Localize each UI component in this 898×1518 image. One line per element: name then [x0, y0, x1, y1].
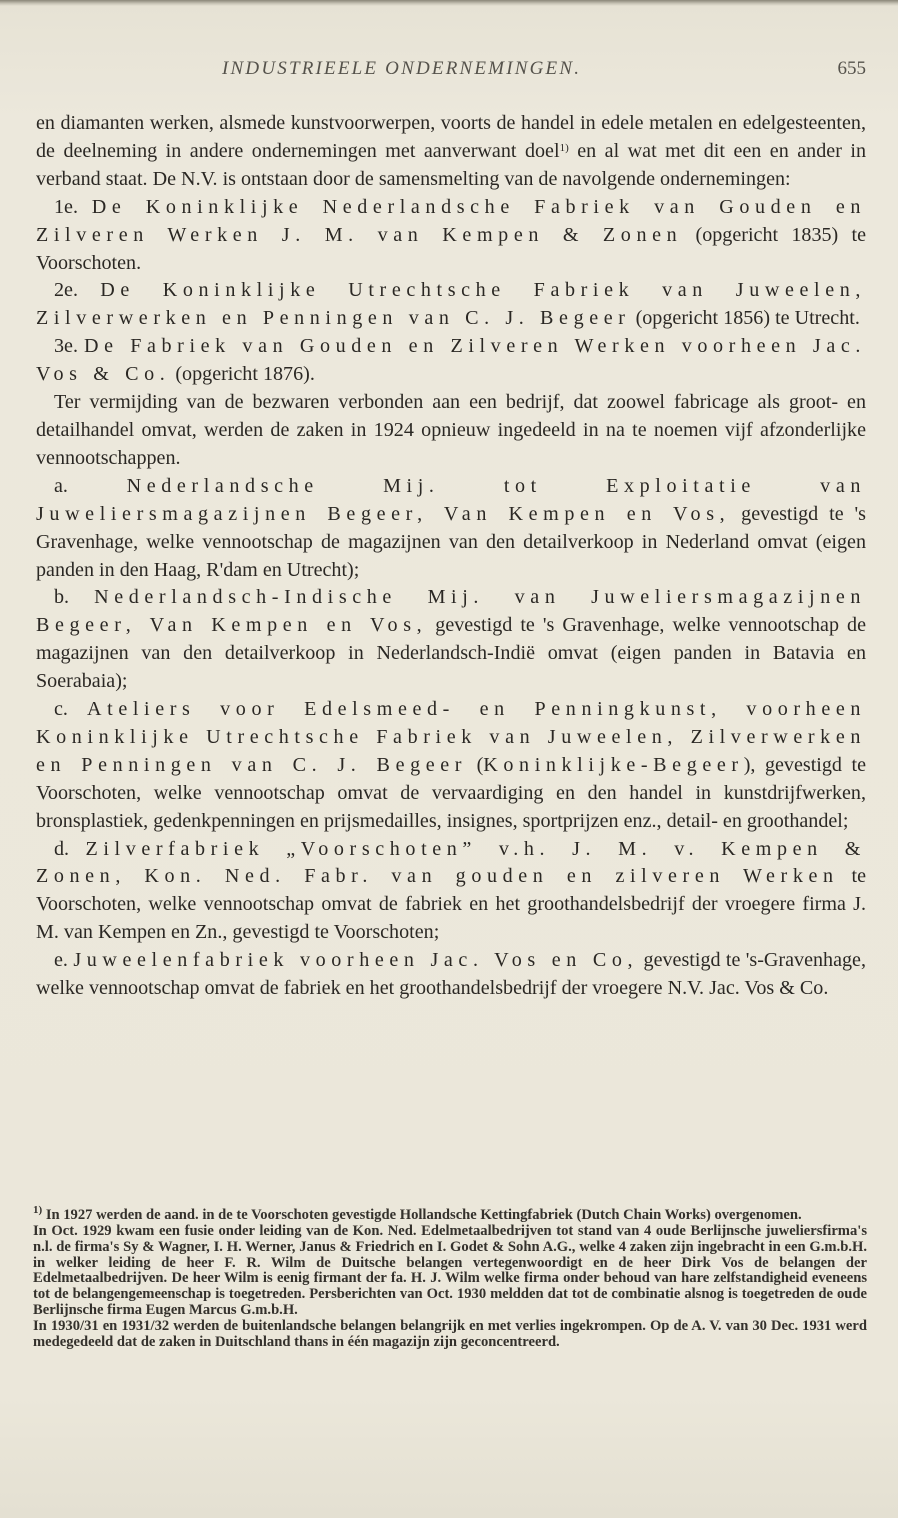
- list-item-e: e. Juweelenfabriek voorheen Jac. Vos en Co, gevestigd te 's-Gravenhage, welke vennootschap omvat de fabriek en het groothandelsbedrijf der vroegere N.V. Jac. Vos & Co.: [36, 949, 866, 1000]
- footnote-reference: 1): [559, 141, 569, 154]
- footnote-mark: 1): [33, 1204, 43, 1216]
- company-name: Zilverfabriek „Voorschoten” v.h. J. M. v. Kempen & Zonen, Kon. Ned. Fabr. van gouden en zilveren Werken: [36, 837, 866, 888]
- company-name: Ateliers voor Edelsmeed- en Penningkunst, voorheen Koninklijke Utrechtsche Fabriek van Juweelen, Zilverwerken en Penningen van C. J. Begeer: [36, 698, 866, 776]
- company-name: De Fabriek van Gouden en Zilveren Werken voorheen Jac. Vos & Co.: [36, 335, 866, 386]
- list-item-b: b. Nederlandsch-Indische Mij. van Juweliersmagazijnen Begeer, Van Kempen en Vos, gevestigd te 's Gravenhage, welke vennootschap de magazijnen van den detailverkoop in Nederlandsch-Indië omvat (eigen panden in Batavia en Soerabaia);: [36, 586, 867, 693]
- page-top-edge: [0, 0, 898, 6]
- intro-paragraph: en diamanten werken, alsmede kunstvoorwerpen, voorts de handel in edele metalen en edelgesteenten, de deelneming in andere ondernemingen met aanverwant doel$^{1)}$ en al wat met dit een en ander in verband staat. De N.V. is ontstaan door de samensmelting van de navolgende ondernemingen:: [36, 112, 866, 190]
- list-item-a: a. Nederlandsche Mij. tot Exploitatie van Juweliersmagazijnen Begeer, Van Kempen en Vos, gevestigd te 's Gravenhage, welke vennootschap de magazijnen van den detailverkoop in Nederland omvat (eigen panden in den Haag, R'dam en Utrecht);: [36, 474, 866, 581]
- reorganisation-paragraph: Ter vermijding van de bezwaren verbonden aan een bedrijf, dat zoowel fabricage als groot- en detailhandel omvat, werden de zaken in 1924 opnieuw ingedeeld in na te noemen vijf afzonderlijke vennootschappen.: [36, 391, 866, 469]
- company-name: Juweelenfabriek voorheen Jac. Vos en Co,: [73, 949, 639, 972]
- body-text: [36, 110, 866, 1003]
- company-name: De Koninklijke Utrechtsche Fabriek van Juweelen, Zilverwerken en Penningen van C. J. Begeer: [36, 279, 866, 330]
- list-item-1e: 1e. De Koninklijke Nederlandsche Fabriek van Gouden en Zilveren Werken J. M. van Kempen & Zonen (opgericht 1835) te Voorschoten.: [36, 195, 866, 274]
- footnote-1: $^{1)}$ In 1927 werden de aand. in de te Voorschoten gevestigde Hollandsche Kettingfabriek (Dutch Chain Works) overgenomen.: [33, 1204, 802, 1223]
- page-header: [36, 58, 866, 86]
- footnote-paragraph-2: In Oct. 1929 kwam een fusie onder leiding van de Kon. Ned. Edelmetaalbedrijven tot stand van 4 oude Berlijnsche juweliersfirma's n.l. de firma's Sy & Wagner, I. H. Werner, Janus & Friedrich en I. Godet & Sohn A.G., welke 4 zaken zijn ingebracht in een G.m.b.H. in welker leiding de heer F. R. Wilm de Duitsche belangen vertegenwoordigt en de heer Dirk Vos de belangen der Edelmetaalbedrijven. De heer Wilm is eenig firmant der fa. H. J. Wilm welke firma onder behoud van hare zelfstandigheid eveneens tot de belangengemeenschap is toegetreden. Persberichten van Oct. 1930 meldden dat tot de combinatie alsnog is toegetreden de oude Berlijnsche firma Eugen Marcus G.m.b.H.: [33, 1222, 867, 1319]
- list-item-d: d. Zilverfabriek „Voorschoten” v.h. J. M. v. Kempen & Zonen, Kon. Ned. Fabr. van gouden en zilveren Werken te Voorschoten, welke vennootschap omvat de fabriek en het groothandelsbedrijf der vroegere firma J. M. van Kempen en Zn., gevestigd te Voorschoten;: [36, 837, 866, 944]
- page-number: 655: [837, 58, 866, 79]
- running-title: INDUSTRIEELE ONDERNEMINGEN.: [222, 58, 582, 79]
- list-item-2e: 2e. De Koninklijke Utrechtsche Fabriek van Juweelen, Zilverwerken en Penningen van C. J. Begeer (opgericht 1856) te Utrecht.: [36, 279, 866, 330]
- list-item-c: c. Ateliers voor Edelsmeed- en Penningkunst, voorheen Koninklijke Utrechtsche Fabriek van Juweelen, Zilverwerken en Penningen van C. J. Begeer (Koninklijke-Begeer), gevestigd te Voorschoten, welke vennootschap omvat de vervaardiging en den handel in kunstdrijfwerken, bronsplastiek, gedenkpenningen en prijsmedailles, insignes, sportprijzen enz., detail- en groothandel;: [36, 698, 866, 832]
- company-name: De Koninklijke Nederlandsche Fabriek van Gouden en Zilveren Werken J. M. van Kempen & Zonen: [36, 195, 866, 246]
- footnote-paragraph-3: In 1930/31 en 1931/32 werden de buitenlandsche belangen belangrijk en met verlies ingekrompen. Op de A. V. van 30 Dec. 1931 werd medegedeeld dat de zaken in Duitschland thans in één magazijn zijn geconcentreerd.: [33, 1317, 867, 1350]
- company-name: Nederlandsche Mij. tot Exploitatie van Juweliersmagazijnen Begeer, Van Kempen en Vos,: [36, 474, 866, 525]
- company-short-name: Koninklijke-Begeer: [483, 753, 744, 776]
- company-name: Nederlandsch-Indische Mij. van Juweliersmagazijnen Begeer, Van Kempen en Vos,: [36, 586, 867, 637]
- list-item-3e: 3e. De Fabriek van Gouden en Zilveren Werken voorheen Jac. Vos & Co. (opgericht 1876).: [36, 335, 866, 386]
- footnotes: [33, 1204, 867, 1351]
